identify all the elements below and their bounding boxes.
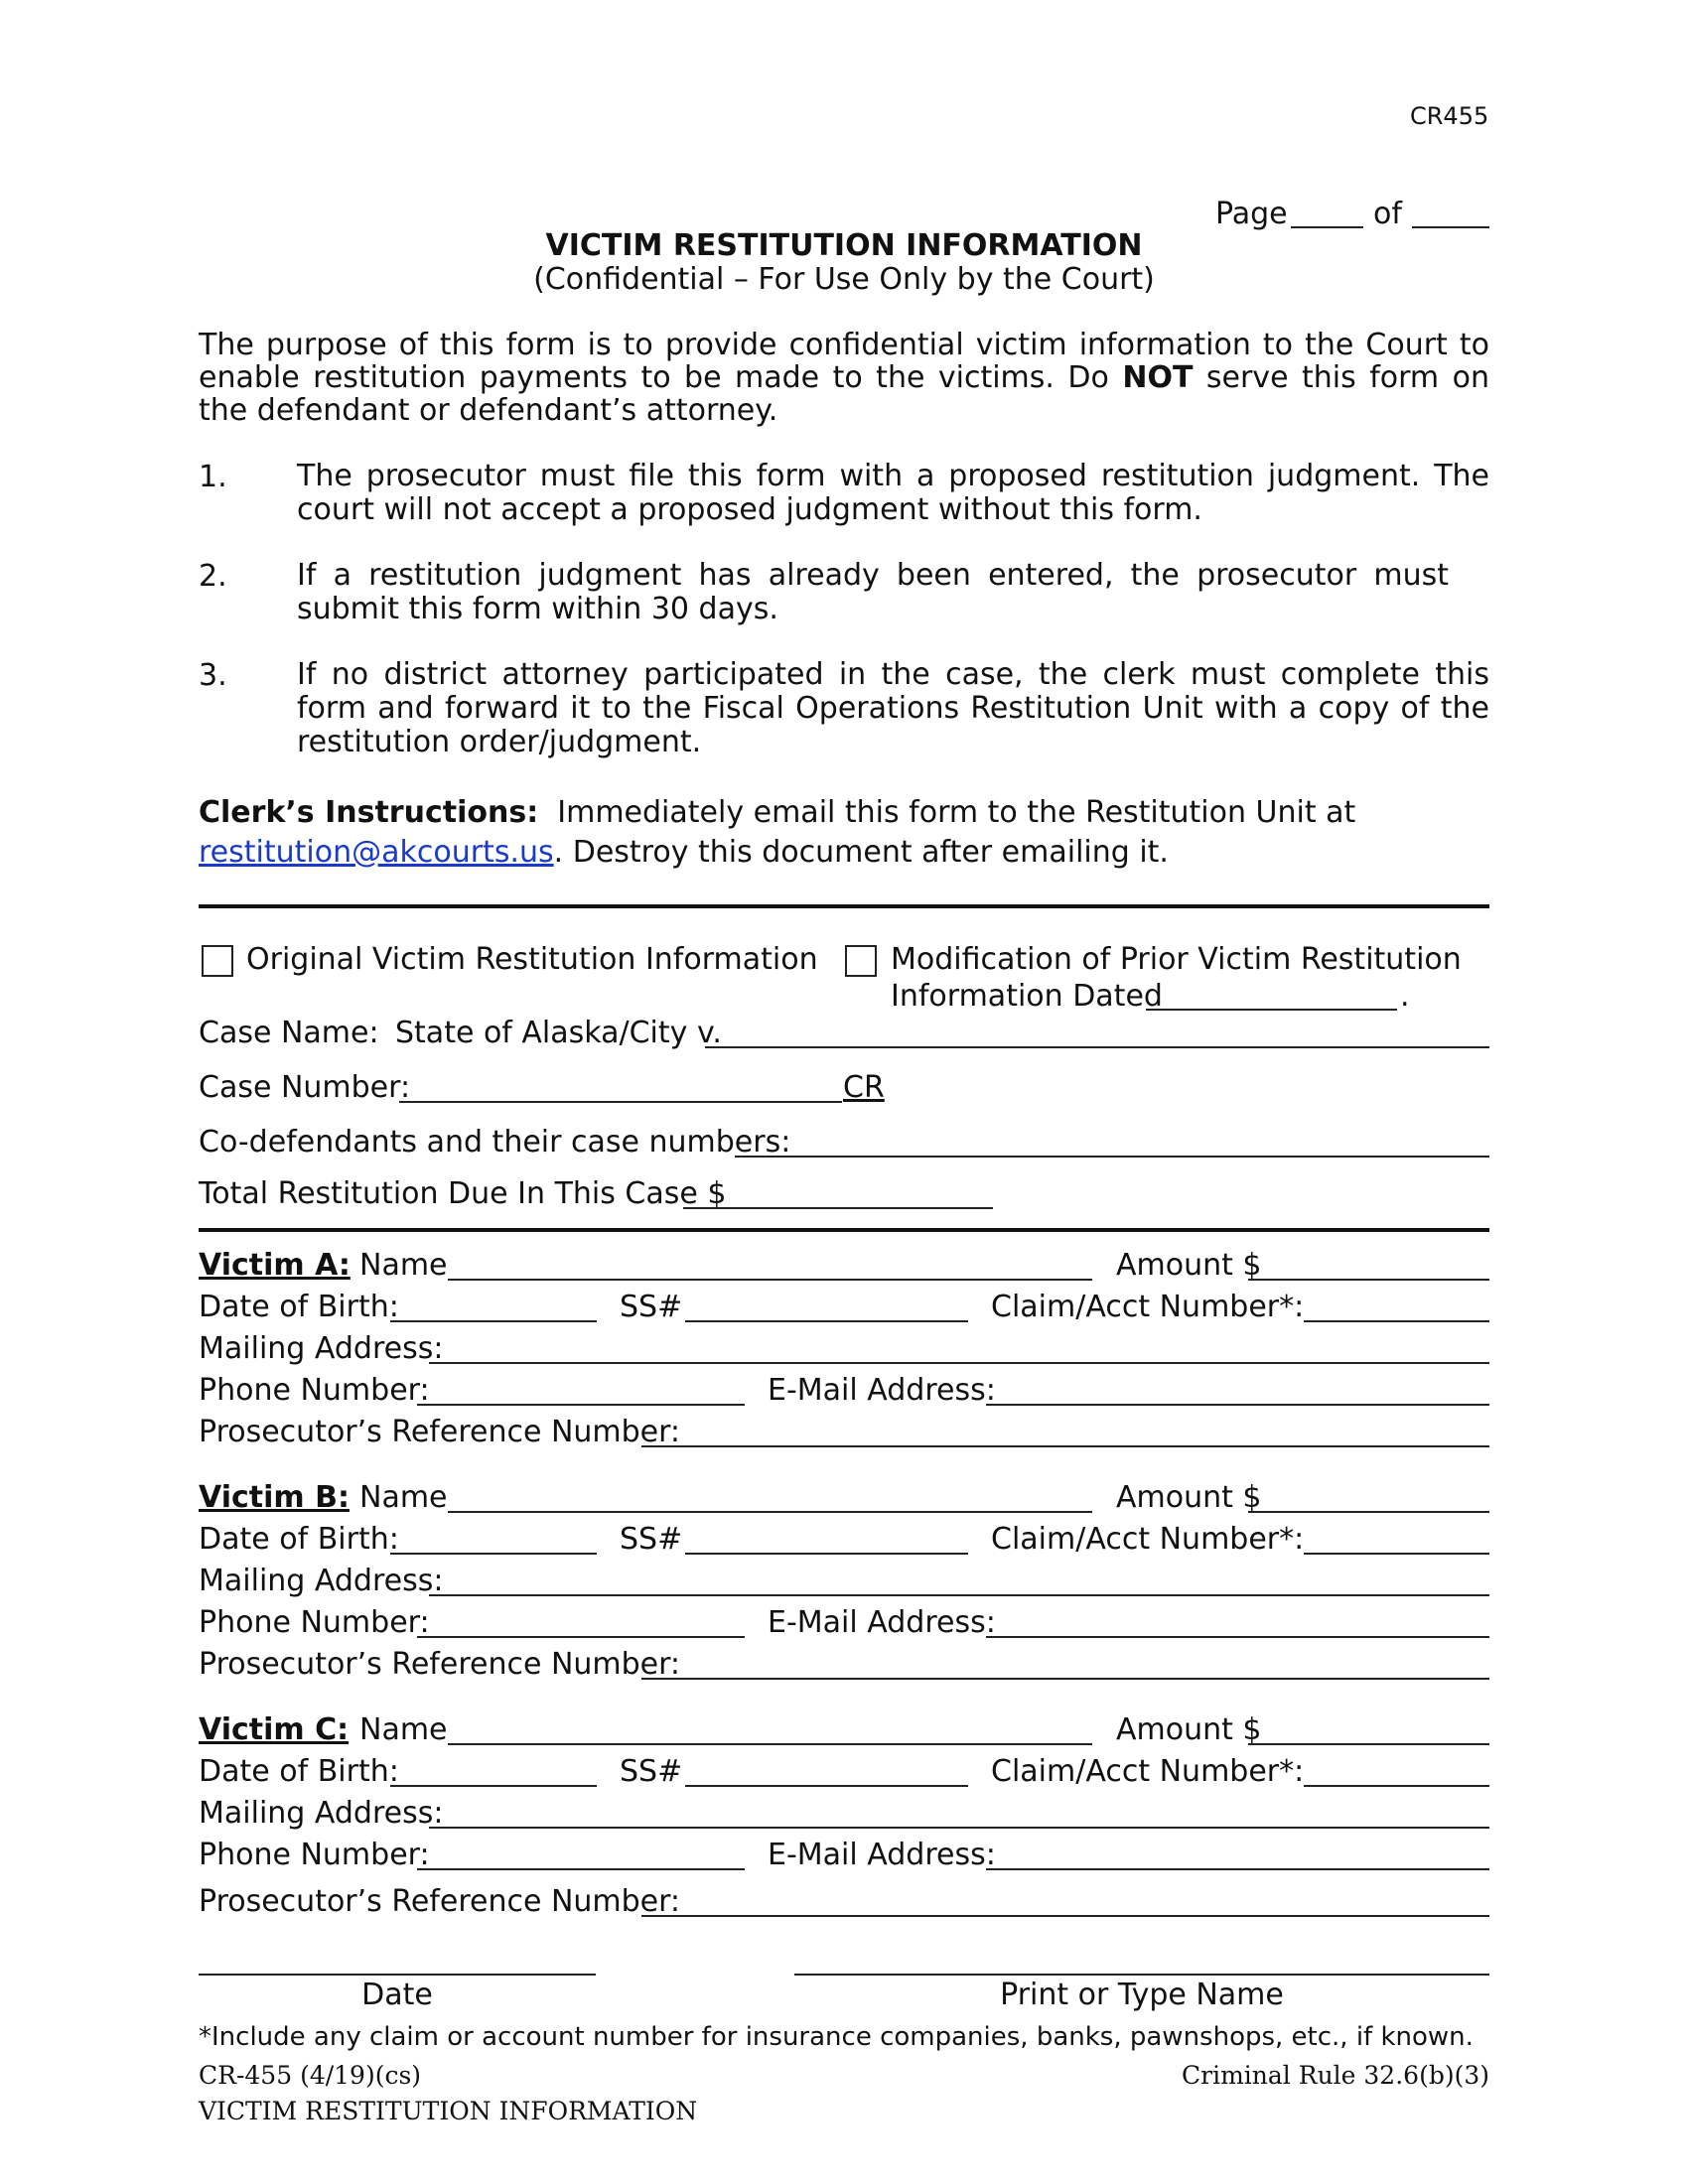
claim-label: Claim/Acct Number*: [991,1754,1305,1789]
mailing-label: Mailing Address: [199,1796,444,1831]
footer-rule: Criminal Rule 32.6(b)(3) [1182,2061,1489,2090]
intro-paragraph [199,329,1489,427]
form-subtitle: (Confidential – For Use Only by the Court) [533,262,1155,297]
victim-name-label: Name [359,1712,448,1747]
prosecutor-ref-label: Prosecutor’s Reference Number: [199,1884,681,1919]
case-name-label: Case Name: [199,1016,379,1050]
prosecutor-ref-field[interactable] [641,1915,1489,1917]
clerk-after-text: . Destroy this document after emailing it. [553,835,1169,870]
victim-name-label: Name [359,1248,448,1283]
clerk-email-line [199,835,1169,871]
form-title: VICTIM RESTITUTION INFORMATION [545,228,1143,263]
mailing-field[interactable] [429,1827,1489,1829]
victim-name-field[interactable] [448,1279,1092,1281]
step-number: 3. [199,658,227,693]
step-number: 2. [199,559,227,594]
original-option-label: Original Victim Restitution Information [246,942,818,977]
phone-label: Phone Number: [199,1605,430,1640]
claim-field[interactable] [1304,1553,1489,1555]
dob-field[interactable] [390,1785,597,1787]
total-restitution-label: Total Restitution Due In This Case $ [199,1176,727,1211]
modification-dated-label: Information Dated [891,979,1163,1014]
email-field[interactable] [986,1404,1489,1406]
prosecutor-ref-field[interactable] [641,1445,1489,1447]
form-code: CR455 [1410,102,1489,130]
intro-part2: serve this form on the defendant or defendant’s attorney. [199,360,1489,428]
mailing-label: Mailing Address: [199,1331,444,1366]
case-number-label: Case Number: [199,1070,411,1105]
email-field[interactable] [986,1636,1489,1638]
ss-label: SS# [620,1290,683,1324]
of-label: of [1373,197,1402,231]
clerk-instructions [199,795,1355,831]
section-divider [199,904,1489,908]
restitution-email-link[interactable]: restitution@akcourts.us [199,835,554,870]
prosecutor-ref-field[interactable] [641,1678,1489,1680]
email-label: E-Mail Address: [768,1838,996,1872]
modification-checkbox[interactable] [845,945,877,977]
modification-option-label: Modification of Prior Victim Restitution [891,942,1462,977]
ss-label: SS# [620,1522,683,1557]
phone-label: Phone Number: [199,1373,430,1408]
page-label: Page [1215,197,1288,231]
case-name-field[interactable] [705,1046,1489,1048]
phone-field[interactable] [417,1636,745,1638]
dob-label: Date of Birth: [199,1290,399,1324]
step-number: 1. [199,460,227,494]
name-caption: Print or Type Name [1000,1978,1284,2012]
victim-name-field[interactable] [448,1511,1092,1513]
dob-label: Date of Birth: [199,1522,399,1557]
total-restitution-field[interactable] [683,1207,993,1209]
step-text: If a restitution judgment has already been entered, the prosecutor must submit this form within 30 days. [297,558,1449,626]
email-label: E-Mail Address: [768,1605,996,1640]
date-caption: Date [361,1978,433,2012]
clerk-label: Clerk’s Instructions: [199,795,539,830]
intro-emphasis: NOT [1122,360,1194,395]
step-text: The prosecutor must file this form with a proposed restitution judgment. The court will not accept a proposed judgment without this form. [297,459,1489,527]
amount-field[interactable] [1248,1743,1489,1745]
amount-label: Amount $ [1116,1248,1262,1283]
ss-label: SS# [620,1754,683,1789]
ss-field[interactable] [685,1785,968,1787]
name-signature-line[interactable] [794,1974,1489,1976]
victim-name-label: Name [359,1480,448,1515]
phone-field[interactable] [417,1404,745,1406]
phone-field[interactable] [417,1868,745,1870]
ss-field[interactable] [685,1553,968,1555]
ss-field[interactable] [685,1320,968,1322]
case-name-prefix: State of Alaska/City v. [395,1016,722,1050]
amount-label: Amount $ [1116,1480,1262,1515]
email-field[interactable] [986,1868,1489,1870]
modification-period: . [1400,979,1410,1014]
mailing-field[interactable] [429,1594,1489,1596]
clerk-text: Immediately email this form to the Restitution Unit at [557,795,1356,830]
victims-divider [199,1228,1489,1232]
mailing-field[interactable] [429,1362,1489,1364]
victim-label: Victim C: [199,1712,350,1747]
claim-label: Claim/Acct Number*: [991,1290,1305,1324]
date-signature-line[interactable] [199,1974,596,1976]
amount-field[interactable] [1248,1279,1489,1281]
mailing-label: Mailing Address: [199,1564,444,1598]
dob-field[interactable] [390,1320,597,1322]
phone-label: Phone Number: [199,1838,430,1872]
amount-label: Amount $ [1116,1712,1262,1747]
claim-field[interactable] [1304,1320,1489,1322]
footer-form-name: VICTIM RESTITUTION INFORMATION [199,2097,698,2125]
email-label: E-Mail Address: [768,1373,996,1408]
amount-field[interactable] [1248,1511,1489,1513]
case-number-suffix: CR [843,1070,885,1105]
original-checkbox[interactable] [202,945,233,977]
dob-label: Date of Birth: [199,1754,399,1789]
footer-form-id: CR-455 (4/19)(cs) [199,2061,422,2090]
intro-part1: The purpose of this form is to provide confidential victim information to the Court to enable restitution payments to be made to the victims. Do [199,328,1489,395]
victim-label: Victim B: [199,1480,350,1515]
victim-label: Victim A: [199,1248,351,1283]
claim-field[interactable] [1304,1785,1489,1787]
prosecutor-ref-label: Prosecutor’s Reference Number: [199,1415,681,1449]
codefendants-field[interactable] [735,1156,1489,1158]
prosecutor-ref-label: Prosecutor’s Reference Number: [199,1647,681,1682]
victim-name-field[interactable] [448,1743,1092,1745]
claim-label: Claim/Acct Number*: [991,1522,1305,1557]
dob-field[interactable] [390,1553,597,1555]
modification-date-field[interactable] [1146,1009,1397,1011]
codefendants-label: Co-defendants and their case numbers: [199,1125,791,1160]
case-number-field[interactable] [399,1101,842,1103]
footnote: *Include any claim or account number for insurance companies, banks, pawnshops, etc., if known. [199,2022,1474,2052]
step-text: If no district attorney participated in the case, the clerk must complete this form and forward it to the Fiscal Operations Restitution Unit with a copy of the restitution order/judgment. [297,657,1489,759]
